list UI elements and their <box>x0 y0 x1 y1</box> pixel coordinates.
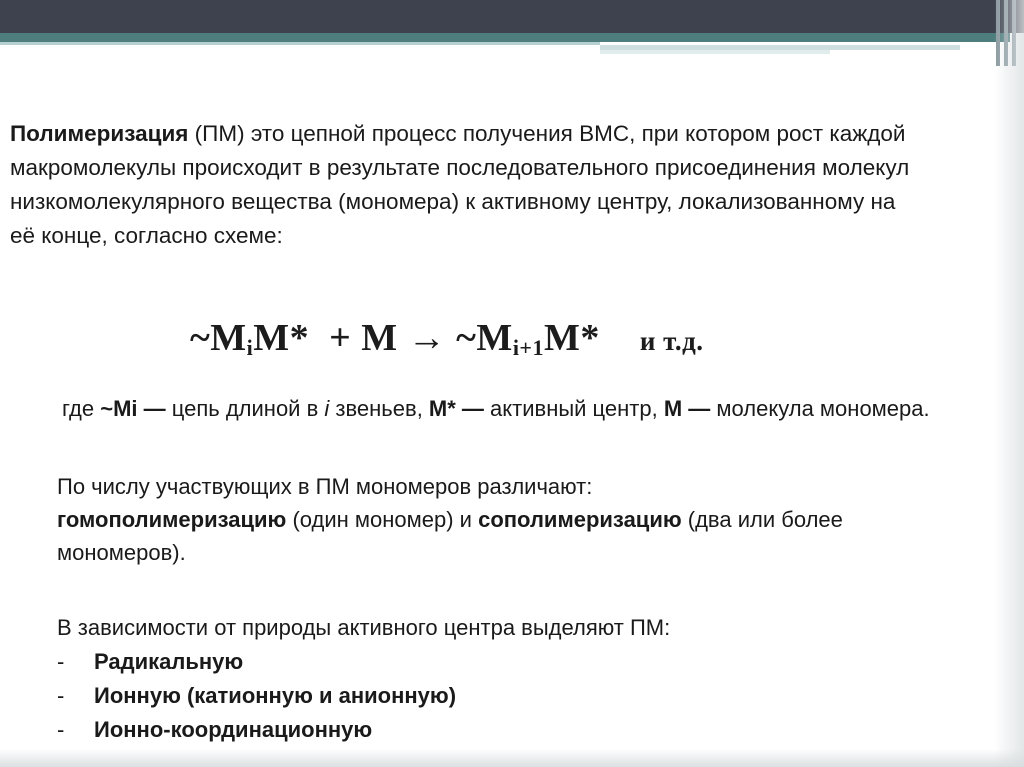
top-banner <box>0 0 1024 33</box>
bullet-dash: - <box>57 717 65 742</box>
list-item <box>57 713 977 747</box>
classification-paragraph <box>57 470 977 569</box>
symbol-monomer: M — <box>663 396 711 421</box>
text: молекула мономера. <box>710 396 930 421</box>
list-item <box>57 645 977 679</box>
arrow-icon: → <box>407 317 447 359</box>
types-list <box>57 611 977 747</box>
formula-etc: и т.д. <box>639 326 704 356</box>
definition-text: (ПМ) это цепной процесс получения ВМС, при котором рост каждой макромолекулы происходит в результате последовательного присоединения молекул низкомолекулярного вещества (мономера) к активному центру, локализованному на её конце, согласно схеме: <box>10 121 910 248</box>
text: цепь длиной в <box>165 396 325 421</box>
symbol-chain: ~Mi — <box>100 396 166 421</box>
reaction-scheme <box>190 316 704 376</box>
bullet-dash: - <box>57 683 65 708</box>
symbol-i: i <box>324 396 330 421</box>
text: звеньев, <box>329 396 429 421</box>
text: (два или более мономеров). <box>57 507 843 565</box>
formula-chain: ~M <box>190 317 247 359</box>
page-shadow-bottom <box>0 749 1024 767</box>
formula-subscript: i <box>246 335 254 360</box>
list-item-label: Ионную (катионную и анионную) <box>94 683 457 708</box>
formula-chain-product: ~M <box>456 317 513 359</box>
list-item-label: Радикальную <box>94 649 244 674</box>
bullet-dash: - <box>57 649 65 674</box>
classification-intro: По числу участвующих в ПМ мономеров различают: <box>57 474 593 499</box>
formula-subscript-product: i+1 <box>512 335 544 360</box>
definition-paragraph <box>10 117 910 253</box>
term-polymerization: Полимеризация <box>10 121 189 146</box>
list-item-label: Ионно-координационную <box>94 717 373 742</box>
symbol-active-center: M* — <box>428 396 484 421</box>
accent-stripe-fade-2 <box>600 50 830 54</box>
formula-plus-monomer: + M <box>329 317 398 359</box>
formula-active-center-product: M* <box>543 317 600 359</box>
accent-stripe-thin <box>0 42 600 45</box>
text: (один мономер) и <box>286 507 479 532</box>
term-copolymerization: сополимеризацию <box>478 507 682 532</box>
formula-active-center: M* <box>253 317 310 359</box>
text: активный центр, <box>483 396 664 421</box>
page-shadow-right <box>994 0 1024 767</box>
types-heading: В зависимости от природы активного центра выделяют ПМ: <box>57 615 671 640</box>
text: где <box>62 396 101 421</box>
legend-paragraph <box>62 392 962 425</box>
term-homopolymerization: гомополимеризацию <box>57 507 287 532</box>
accent-stripe <box>0 33 1010 42</box>
list-item <box>57 679 977 713</box>
